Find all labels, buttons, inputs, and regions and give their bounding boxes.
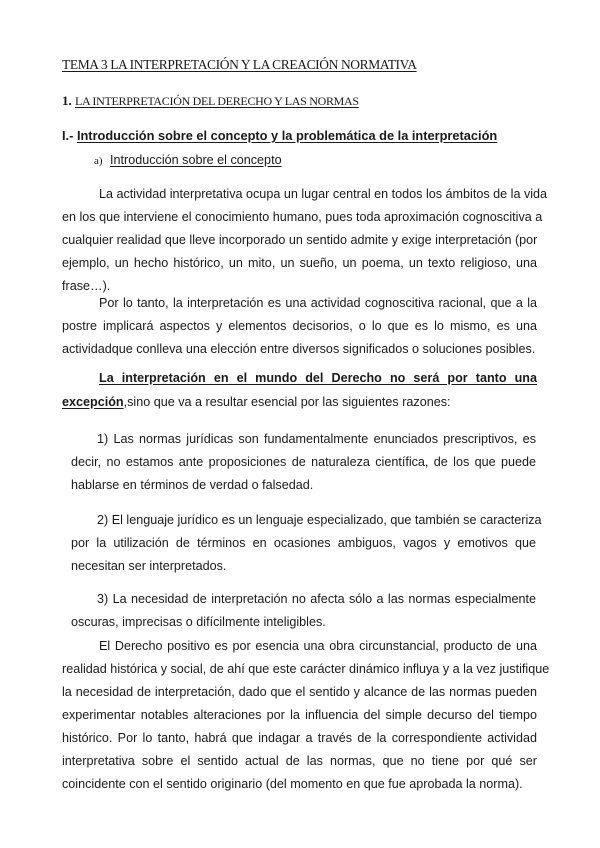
emphasis-line: La interpretación en el mundo del Derecho no será por tanto una xyxy=(99,371,537,385)
emphasis-word: excepción xyxy=(62,395,124,409)
subsection-label: Introducción sobre el concepto y la problemática de la interpretación xyxy=(76,128,498,143)
item-line: decir, no estamos ante proposiciones de naturaleza científica, de los que puede xyxy=(71,455,536,469)
paragraph-line: histórico. Por lo tanto, habrá que indagar a través de la correspondiente actividad xyxy=(62,731,537,745)
paragraph-line: Por lo tanto, la interpretación es una actividad cognoscitiva racional, que a la xyxy=(99,296,537,310)
paragraph-text: ,sino que va a resultar esencial por las siguientes razones: xyxy=(123,395,451,409)
paragraph-line: actividadque conlleva una elección entre diversos significados o soluciones posibles. xyxy=(62,342,536,356)
subsection-heading xyxy=(62,128,497,143)
paragraph-line: interpretativa sobre el sentido actual de las normas, que no tiene por qué ser xyxy=(62,754,537,768)
subitem-heading xyxy=(94,153,282,167)
section-number: 1. xyxy=(62,93,72,108)
section-heading xyxy=(62,93,359,109)
paragraph-line: El Derecho positivo es por esencia una obra circunstancial, producto de una xyxy=(99,639,537,653)
paragraph-line: cualquier realidad que lleve incorporado un sentido admite y exige interpretación (por xyxy=(62,233,538,247)
paragraph-line: ejemplo, un hecho histórico, un mito, un sueño, un poema, un texto religioso, una xyxy=(62,256,537,270)
paragraph-line xyxy=(62,394,537,410)
section-label: LA INTERPRETACIÓN DEL DERECHO Y LAS NORMAS xyxy=(75,94,359,108)
item-line: hablarse en términos de verdad o falsedad. xyxy=(71,478,314,492)
paragraph-line: experimentar notables alteraciones por la influencia del simple decurso del tiempo xyxy=(62,708,537,722)
item-line: 1) Las normas jurídicas son fundamentalmente enunciados prescriptivos, es xyxy=(97,432,536,446)
paragraph-line: coincidente con el sentido originario (del momento en que fue aprobada la norma). xyxy=(62,777,523,791)
paragraph-line: en los que interviene el conocimiento humano, pues toda aproximación cognoscitiva a xyxy=(62,210,543,224)
item-line: necesitan ser interpretados. xyxy=(71,559,227,573)
subitem-label: Introducción sobre el concepto xyxy=(110,153,282,167)
paragraph-line: realidad histórica y social, de ahí que este carácter dinámico influya y a la vez justifique xyxy=(62,662,550,676)
paragraph-line: postre implicará aspectos y elementos decisorios, o lo que es lo mismo, es una xyxy=(62,319,537,333)
document-title: TEMA 3 LA INTERPRETACIÓN Y LA CREACIÓN NORMATIVA xyxy=(62,57,417,72)
subitem-letter: a) xyxy=(94,155,103,167)
paragraph-line: La actividad interpretativa ocupa un lugar central en todos los ámbitos de la vida xyxy=(99,187,548,201)
item-line: oscuras, imprecisas o difícilmente inteligibles. xyxy=(71,615,326,629)
item-line: 2) El lenguaje jurídico es un lenguaje especializado, que también se caracteriza xyxy=(97,513,542,527)
item-line: 3) La necesidad de interpretación no afecta sólo a las normas especialmente xyxy=(97,592,536,606)
subsection-number: I.- xyxy=(62,128,74,143)
paragraph-line: frase…). xyxy=(62,279,111,293)
item-line: por la utilización de términos en ocasiones ambiguos, vagos y emotivos que xyxy=(71,536,536,550)
paragraph-line: la necesidad de interpretación, dado que el sentido y alcance de las normas pueden xyxy=(62,685,537,699)
